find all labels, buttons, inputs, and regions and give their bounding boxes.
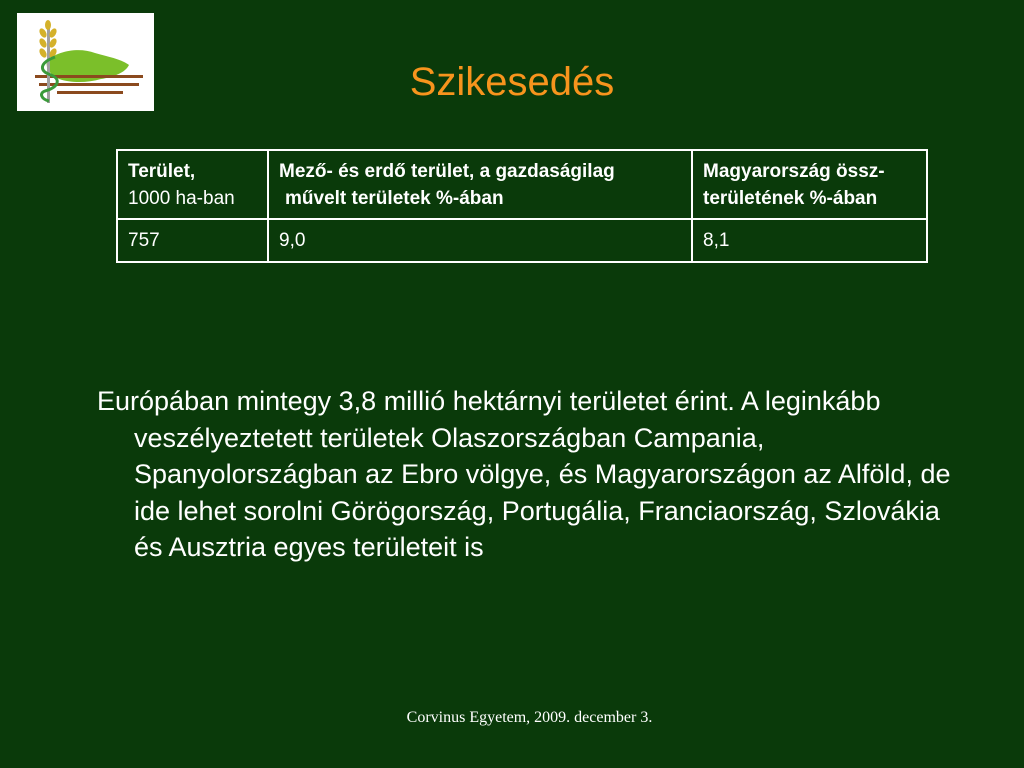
table-header-row xyxy=(117,150,927,219)
cell-farmland-value: 9,0 xyxy=(268,219,692,262)
data-table xyxy=(116,149,928,263)
header-farmland-line1: Mező- és erdő terület, a gazdaságilag xyxy=(279,161,615,182)
body-text xyxy=(97,383,957,566)
footer xyxy=(0,709,1024,727)
cell-country-value: 8,1 xyxy=(692,219,927,262)
cell-area-value: 757 xyxy=(117,219,268,262)
header-area-title: Terület, xyxy=(128,161,196,182)
header-cell-country xyxy=(692,150,927,219)
header-farmland-line2: művelt területek %-ában xyxy=(285,187,504,209)
header-cell-area xyxy=(117,150,268,219)
header-country-line1: Magyarország össz- xyxy=(703,161,885,182)
header-country-line2: területének %-ában xyxy=(703,187,878,209)
header-cell-farmland xyxy=(268,150,692,219)
slide-title: Szikesedés xyxy=(409,60,615,104)
footer-text: Corvinus Egyetem, 2009. december 3. xyxy=(406,709,653,726)
body-paragraph: Európában mintegy 3,8 millió hektárnyi területet érint. A leginkább veszélyeztetett területek Olaszországban Campania, Spanyolországban az Ebro völgye, és Magyarországon az Alföld, de ide lehet sorolni Görögország, Portugália, Franciaország, Szlovákia és Ausztria egyes területeit is xyxy=(97,386,951,562)
header-area-unit: 1000 ha-ban xyxy=(128,187,235,209)
table-row xyxy=(117,219,927,262)
